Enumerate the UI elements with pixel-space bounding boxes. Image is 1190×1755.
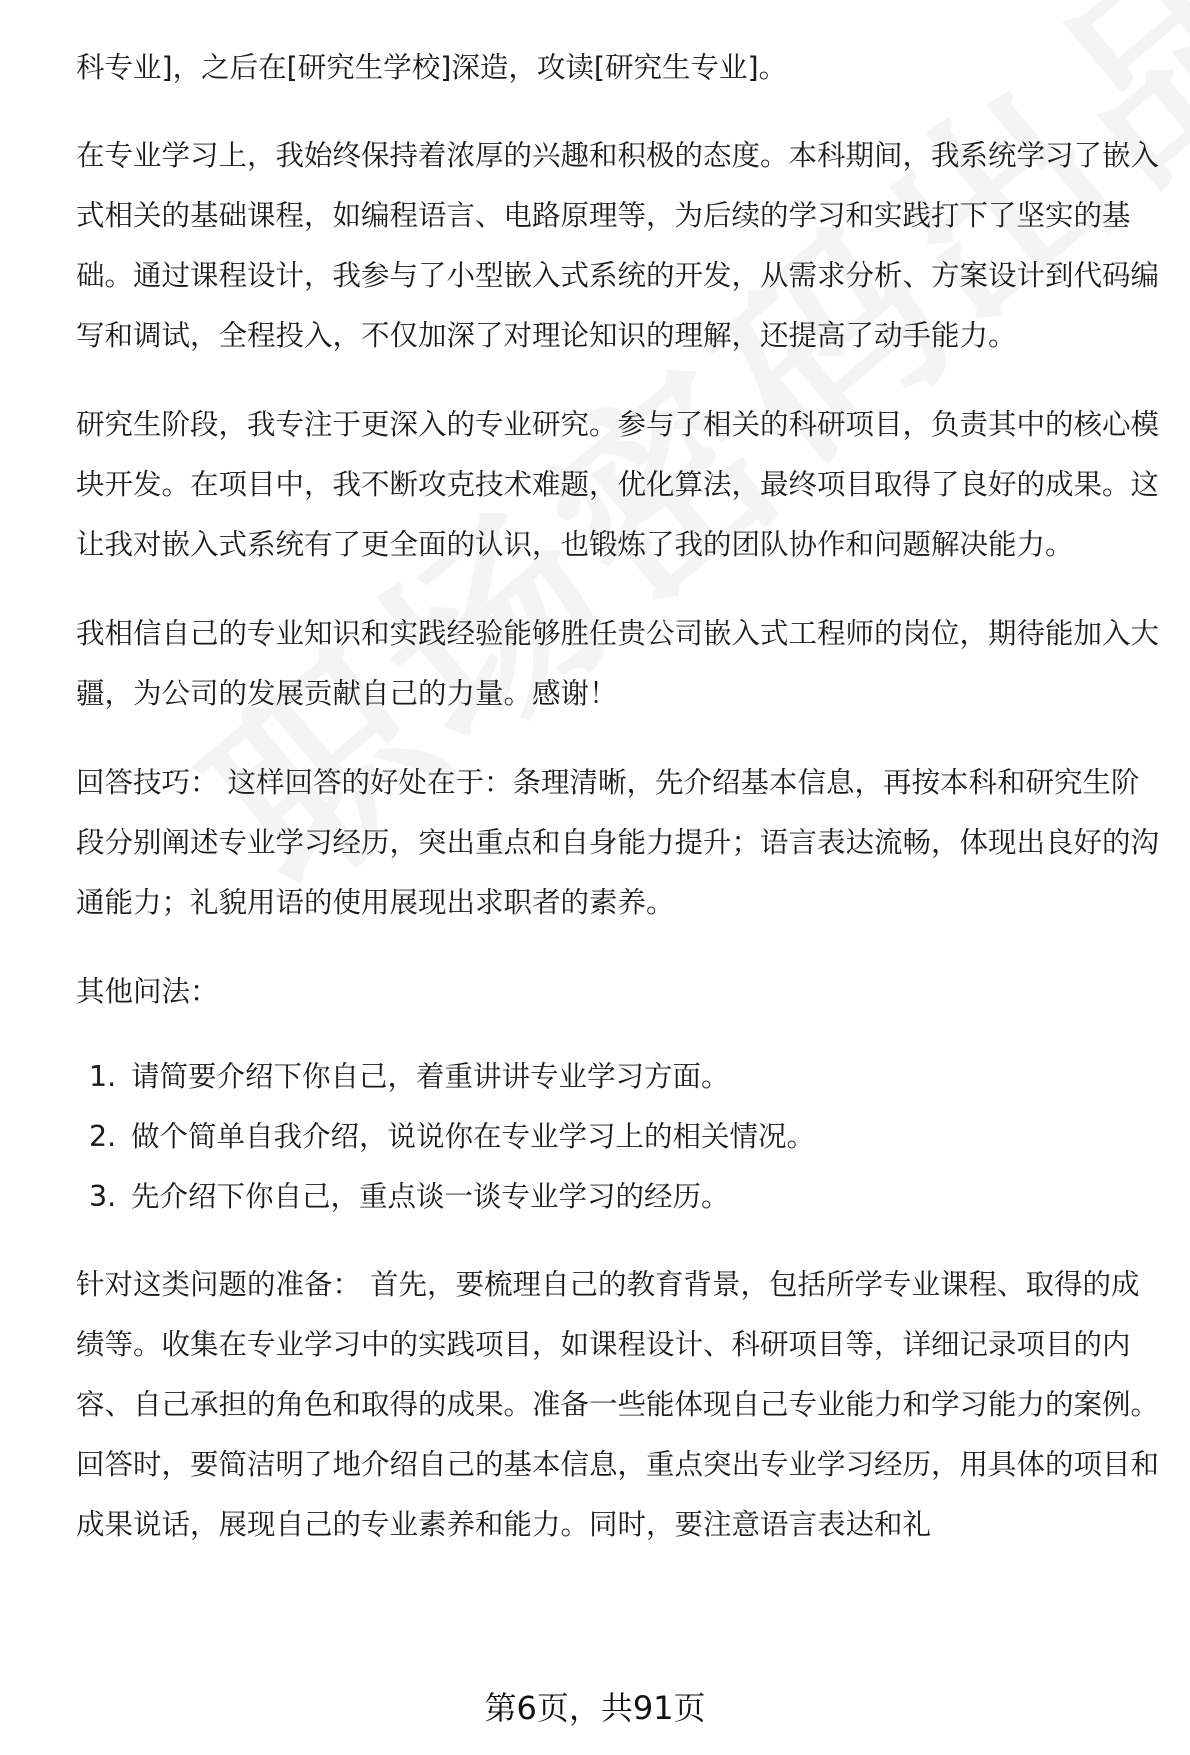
paragraph-undergraduate-study: 在专业学习上，我始终保持着浓厚的兴趣和积极的态度。本科期间，我系统学习了嵌入式相关的基础课程，如编程语言、电路原理等，为后续的学习和实践打下了坚实的基础。通过课程设计，我参与了小型嵌入式系统的开发，从需求分析、方案设计到代码编写和调试，全程投入，不仅加深了对理论知识的理解，还提高了动手能力。 <box>76 139 1160 352</box>
list-item-text: 做个简单自我介绍，说说你在专业学习上的相关情况。 <box>131 1120 816 1153</box>
list-item-text: 先介绍下你自己，重点谈一谈专业学习的经历。 <box>131 1180 730 1213</box>
document-body <box>76 38 1166 1584</box>
list-item-number: 2. <box>89 1120 117 1153</box>
list-item <box>76 1047 1166 1107</box>
answer-tips: 回答技巧： 这样回答的好处在于：条理清晰，先介绍基本信息，再按本科和研究生阶段分别阐述专业学习经历，突出重点和自身能力提升；语言表达流畅，体现出良好的沟通能力；礼貌用语的使用展现出求职者的素养。 <box>76 766 1160 919</box>
paragraph-intro-continuation: 科专业]，之后在[研究生学校]深造，攻读[研究生专业]。 <box>76 51 788 84</box>
other-questions-heading: 其他问法： <box>76 975 219 1008</box>
preparation-paragraph: 针对这类问题的准备： 首先，要梳理自己的教育背景，包括所学专业课程、取得的成绩等。收集在专业学习中的实践项目，如课程设计、科研项目等，详细记录项目的内容、自己承担的角色和取得的成果。准备一些能体现自己专业能力和学习能力的案例。 回答时，要简洁明了地介绍自己的基本信息，重点突出专业学习经历，用具体的项目和成果说话，展现自己的专业素养和能力。同时，要注意语言表达和礼 <box>76 1268 1160 1541</box>
page-number-footer: 第6页，共91页 <box>484 1689 706 1727</box>
list-item-number: 1. <box>89 1060 117 1093</box>
paragraph-graduate-study: 研究生阶段，我专注于更深入的专业研究。参与了相关的科研项目，负责其中的核心模块开发。在项目中，我不断攻克技术难题，优化算法，最终项目取得了良好的成果。这让我对嵌入式系统有了更全面的认识，也锻炼了我的团队协作和问题解决能力。 <box>76 408 1160 561</box>
paragraph-closing: 我相信自己的专业知识和实践经验能够胜任贵公司嵌入式工程师的岗位，期待能加入大疆，为公司的发展贡献自己的力量。感谢！ <box>76 617 1160 710</box>
list-item-number: 3. <box>89 1180 117 1213</box>
list-item <box>76 1107 1166 1167</box>
alternative-questions-list <box>76 1047 1166 1227</box>
list-item <box>76 1167 1166 1227</box>
list-item-text: 请简要介绍下你自己，着重讲讲专业学习方面。 <box>131 1060 730 1093</box>
